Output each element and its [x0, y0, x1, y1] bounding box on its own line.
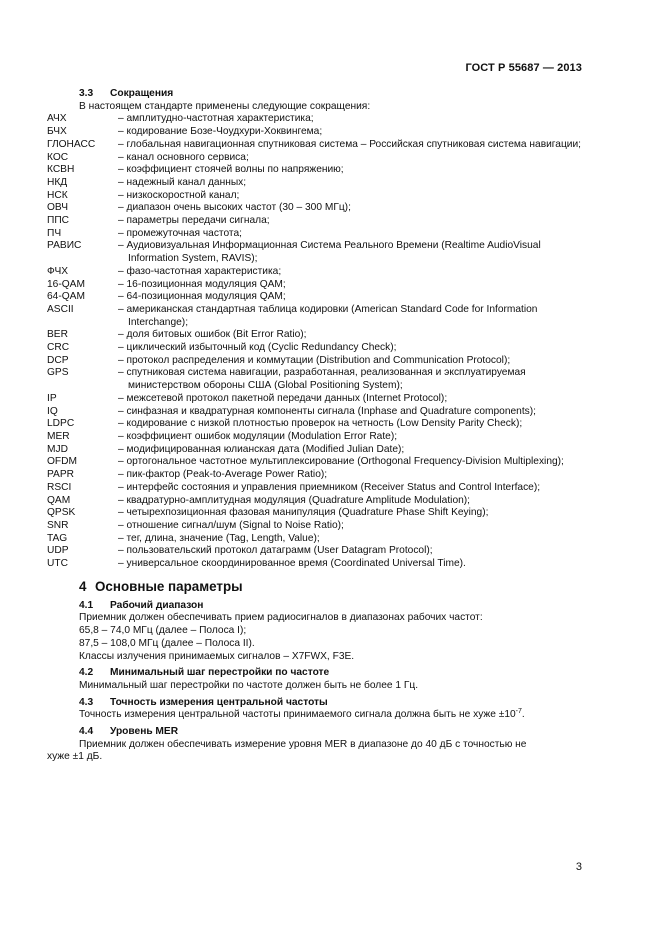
abbreviation-row — [47, 329, 587, 342]
abbreviation-row — [47, 240, 587, 265]
abbreviation-row — [47, 444, 587, 457]
paragraph: Минимальный шаг перестройки по частоте должен быть не более 1 Гц. — [79, 679, 419, 691]
abbreviation-definition: – пик-фактор (Peak-to-Average Power Ratio); — [118, 469, 328, 481]
abbreviation-definition: – модифицированная юлианская дата (Modified Julian Date); — [118, 443, 405, 455]
abbreviation-row — [47, 520, 587, 533]
section-4-2-heading — [47, 667, 587, 680]
abbreviation-term: 16-QAM — [47, 278, 85, 290]
abbreviation-row — [47, 367, 587, 392]
paragraph — [47, 709, 587, 722]
abbreviation-term: НКД — [47, 176, 68, 188]
abbreviation-row — [47, 418, 587, 431]
abbreviation-row — [47, 558, 587, 571]
abbreviation-row — [47, 533, 587, 546]
abbreviation-row — [47, 228, 587, 241]
paragraph-text: Точность измерения центральной частоты принимаемого сигнала должна быть не хуже ±10 — [79, 709, 516, 721]
abbreviation-term: UDP — [47, 545, 69, 557]
abbreviation-definition: – протокол распределения и коммутации (Distribution and Communication Protocol); — [118, 354, 511, 366]
abbreviation-definition: – промежуточная частота; — [118, 227, 242, 239]
abbreviation-definition: – 64-позиционная модуляция QAM; — [118, 291, 286, 303]
section-number: 4 — [79, 578, 87, 594]
subsection-title: Минимальный шаг перестройки по частоте — [110, 667, 330, 679]
abbreviation-term: BER — [47, 329, 68, 341]
abbreviation-term: CRC — [47, 342, 70, 354]
section-4-3-heading — [47, 697, 587, 710]
abbreviation-definition: – диапазон очень высоких частот (30 – 300 МГц); — [118, 202, 351, 214]
abbreviation-term: ОВЧ — [47, 202, 69, 214]
abbreviation-row — [47, 431, 587, 444]
abbreviation-row — [47, 164, 587, 177]
abbreviation-row — [47, 113, 587, 126]
abbreviation-row — [47, 215, 587, 228]
abbreviation-definition: – амплитудно-частотная характеристика; — [118, 113, 314, 125]
page-number: 3 — [575, 861, 582, 873]
abbreviation-term: OFDM — [47, 456, 77, 468]
standard-header: ГОСТ Р 55687 — 2013 — [465, 62, 582, 74]
abbreviation-term: MER — [47, 430, 70, 442]
abbreviation-row — [47, 304, 587, 329]
section-intro: В настоящем стандарте применены следующие сокращения: — [79, 100, 371, 112]
abbreviation-term: ГЛОНАСС — [47, 138, 96, 150]
abbreviation-definition: – надежный канал данных; — [118, 176, 247, 188]
abbreviation-definition: – параметры передачи сигнала; — [118, 215, 270, 227]
abbreviation-definition: – циклический избыточный код (Cyclic Redundancy Check); — [118, 342, 397, 354]
abbreviation-row — [47, 355, 587, 368]
subsection-number: 4.3 — [79, 696, 94, 708]
abbreviation-row — [47, 152, 587, 165]
page-content — [47, 88, 587, 764]
abbreviation-definition: – фазо-частотная характеристика; — [118, 265, 282, 277]
abbreviation-term: ФЧХ — [47, 265, 69, 277]
abbreviation-definition: – низкоскоростной канал; — [118, 189, 240, 201]
abbreviation-definition: – спутниковая система навигации, разработанная, реализованная и эксплуатируемая министерством обороны США (Global Positioning System); — [118, 367, 526, 392]
abbreviation-term: IQ — [47, 405, 58, 417]
abbreviation-definition: – кодирование Бозе-Чоудхури-Хоквингема; — [118, 126, 323, 138]
abbreviation-row — [47, 177, 587, 190]
abbreviation-definition: – канал основного сервиса; — [118, 151, 249, 163]
abbreviation-definition: – доля битовых ошибок (Bit Error Ratio); — [118, 329, 307, 341]
abbreviation-row — [47, 266, 587, 279]
abbreviation-term: DCP — [47, 354, 69, 366]
subsection-title: Рабочий диапазон — [110, 599, 204, 611]
abbreviation-term: SNR — [47, 519, 69, 531]
abbreviation-row — [47, 342, 587, 355]
abbreviation-definition: – универсальное скоординированное время (Coordinated Universal Time). — [118, 558, 466, 570]
abbreviation-definition: – квадратурно-амплитудная модуляция (Quadrature Amplitude Modulation); — [118, 494, 470, 506]
abbreviation-term: КСВН — [47, 164, 75, 176]
abbreviation-term: РАВИС — [47, 240, 82, 252]
abbreviation-list — [47, 113, 587, 570]
section-number: 3.3 — [79, 88, 94, 99]
abbreviation-definition: – Аудиовизуальная Информационная Система Реального Времени (Realtime AudioVisual Information System, RAVIS); — [118, 240, 541, 265]
abbreviation-row — [47, 126, 587, 139]
section-title: Основные параметры — [95, 578, 243, 594]
abbreviation-row — [47, 469, 587, 482]
abbreviation-term: UTC — [47, 558, 68, 570]
abbreviation-definition: – американская стандартная таблица кодировки (American Standard Code for Information Interchange); — [118, 303, 538, 328]
section-4-heading — [47, 579, 587, 594]
abbreviation-row — [47, 406, 587, 419]
abbreviation-term: PAPR — [47, 469, 74, 481]
paragraph: 65,8 – 74,0 МГц (далее – Полоса I); — [79, 625, 247, 637]
abbreviation-term: ППС — [47, 215, 70, 227]
abbreviation-row — [47, 291, 587, 304]
abbreviation-row — [47, 507, 587, 520]
abbreviation-term: ПЧ — [47, 227, 62, 239]
paragraph: Приемник должен обеспечивать измерение уровня MER в диапазоне до 40 дБ с точностью не — [79, 738, 527, 750]
abbreviation-term: TAG — [47, 532, 68, 544]
subsection-number: 4.2 — [79, 667, 94, 679]
abbreviation-definition: – межсетевой протокол пакетной передачи данных (Internet Protocol); — [118, 392, 448, 404]
abbreviation-definition: – пользовательский протокол датаграмм (User Datagram Protocol); — [118, 545, 433, 557]
subsection-number: 4.4 — [79, 726, 94, 738]
abbreviation-row — [47, 202, 587, 215]
section-title: Сокращения — [110, 88, 174, 99]
abbreviation-row — [47, 456, 587, 469]
abbreviation-term: GPS — [47, 367, 69, 379]
abbreviation-row — [47, 190, 587, 203]
abbreviation-term: ASCII — [47, 303, 74, 315]
abbreviation-term: MJD — [47, 443, 68, 455]
abbreviation-term: LDPC — [47, 418, 75, 430]
abbreviation-row — [47, 279, 587, 292]
abbreviation-row — [47, 482, 587, 495]
abbreviation-definition: – отношение сигнал/шум (Signal to Noise Ratio); — [118, 519, 344, 531]
abbreviation-row — [47, 545, 587, 558]
abbreviation-definition: – ортогональное частотное мультиплексирование (Orthogonal Frequency-Division Multiplexing); — [118, 456, 564, 468]
abbreviation-row — [47, 495, 587, 508]
paragraph: Приемник должен обеспечивать прием радиосигналов в диапазонах рабочих частот: — [79, 612, 483, 624]
paragraph-continuation: хуже ±1 дБ. — [47, 751, 103, 763]
abbreviation-term: АЧХ — [47, 113, 67, 125]
abbreviation-term: IP — [47, 392, 57, 404]
abbreviation-definition: – кодирование с низкой плотностью проверок на четность (Low Density Parity Check); — [118, 418, 523, 430]
abbreviation-term: КОС — [47, 151, 69, 163]
abbreviation-term: QAM — [47, 494, 71, 506]
paragraph: Классы излучения принимаемых сигналов – X7FWX, F3E. — [79, 650, 355, 662]
abbreviation-definition: – тег, длина, значение (Tag, Length, Value); — [118, 532, 320, 544]
abbreviation-definition: – глобальная навигационная спутниковая система – Российская спутниковая система навигации; — [118, 138, 582, 150]
exponent: -7 — [515, 708, 522, 716]
section-3-3-heading — [47, 88, 587, 101]
subsection-title: Точность измерения центральной частоты — [110, 696, 328, 708]
subsection-title: Уровень MER — [110, 726, 179, 738]
abbreviation-term: 64-QAM — [47, 291, 85, 303]
section-4-1-heading — [47, 600, 587, 613]
abbreviation-definition: – коэффициент стоячей волны по напряжению; — [118, 164, 344, 176]
section-4-4-heading — [47, 726, 587, 739]
abbreviation-definition: – четырехпозиционная фазовая манипуляция (Quadrature Phase Shift Keying); — [118, 507, 489, 519]
abbreviation-definition: – синфазная и квадратурная компоненты сигнала (Inphase and Quadrature components); — [118, 405, 536, 417]
abbreviation-term: QPSK — [47, 507, 76, 519]
abbreviation-term: БЧХ — [47, 126, 67, 138]
subsection-number: 4.1 — [79, 599, 94, 611]
paragraph-end: . — [521, 709, 525, 721]
abbreviation-definition: – интерфейс состояния и управления приемником (Receiver Status and Control Interface); — [118, 481, 541, 493]
abbreviation-term: RSCI — [47, 481, 72, 493]
abbreviation-row — [47, 393, 587, 406]
paragraph: 87,5 – 108,0 МГц (далее – Полоса II). — [79, 637, 255, 649]
abbreviation-definition: – 16-позиционная модуляция QAM; — [118, 278, 286, 290]
abbreviation-row — [47, 139, 587, 152]
abbreviation-definition: – коэффициент ошибок модуляции (Modulation Error Rate); — [118, 430, 398, 442]
abbreviation-term: НСК — [47, 189, 68, 201]
